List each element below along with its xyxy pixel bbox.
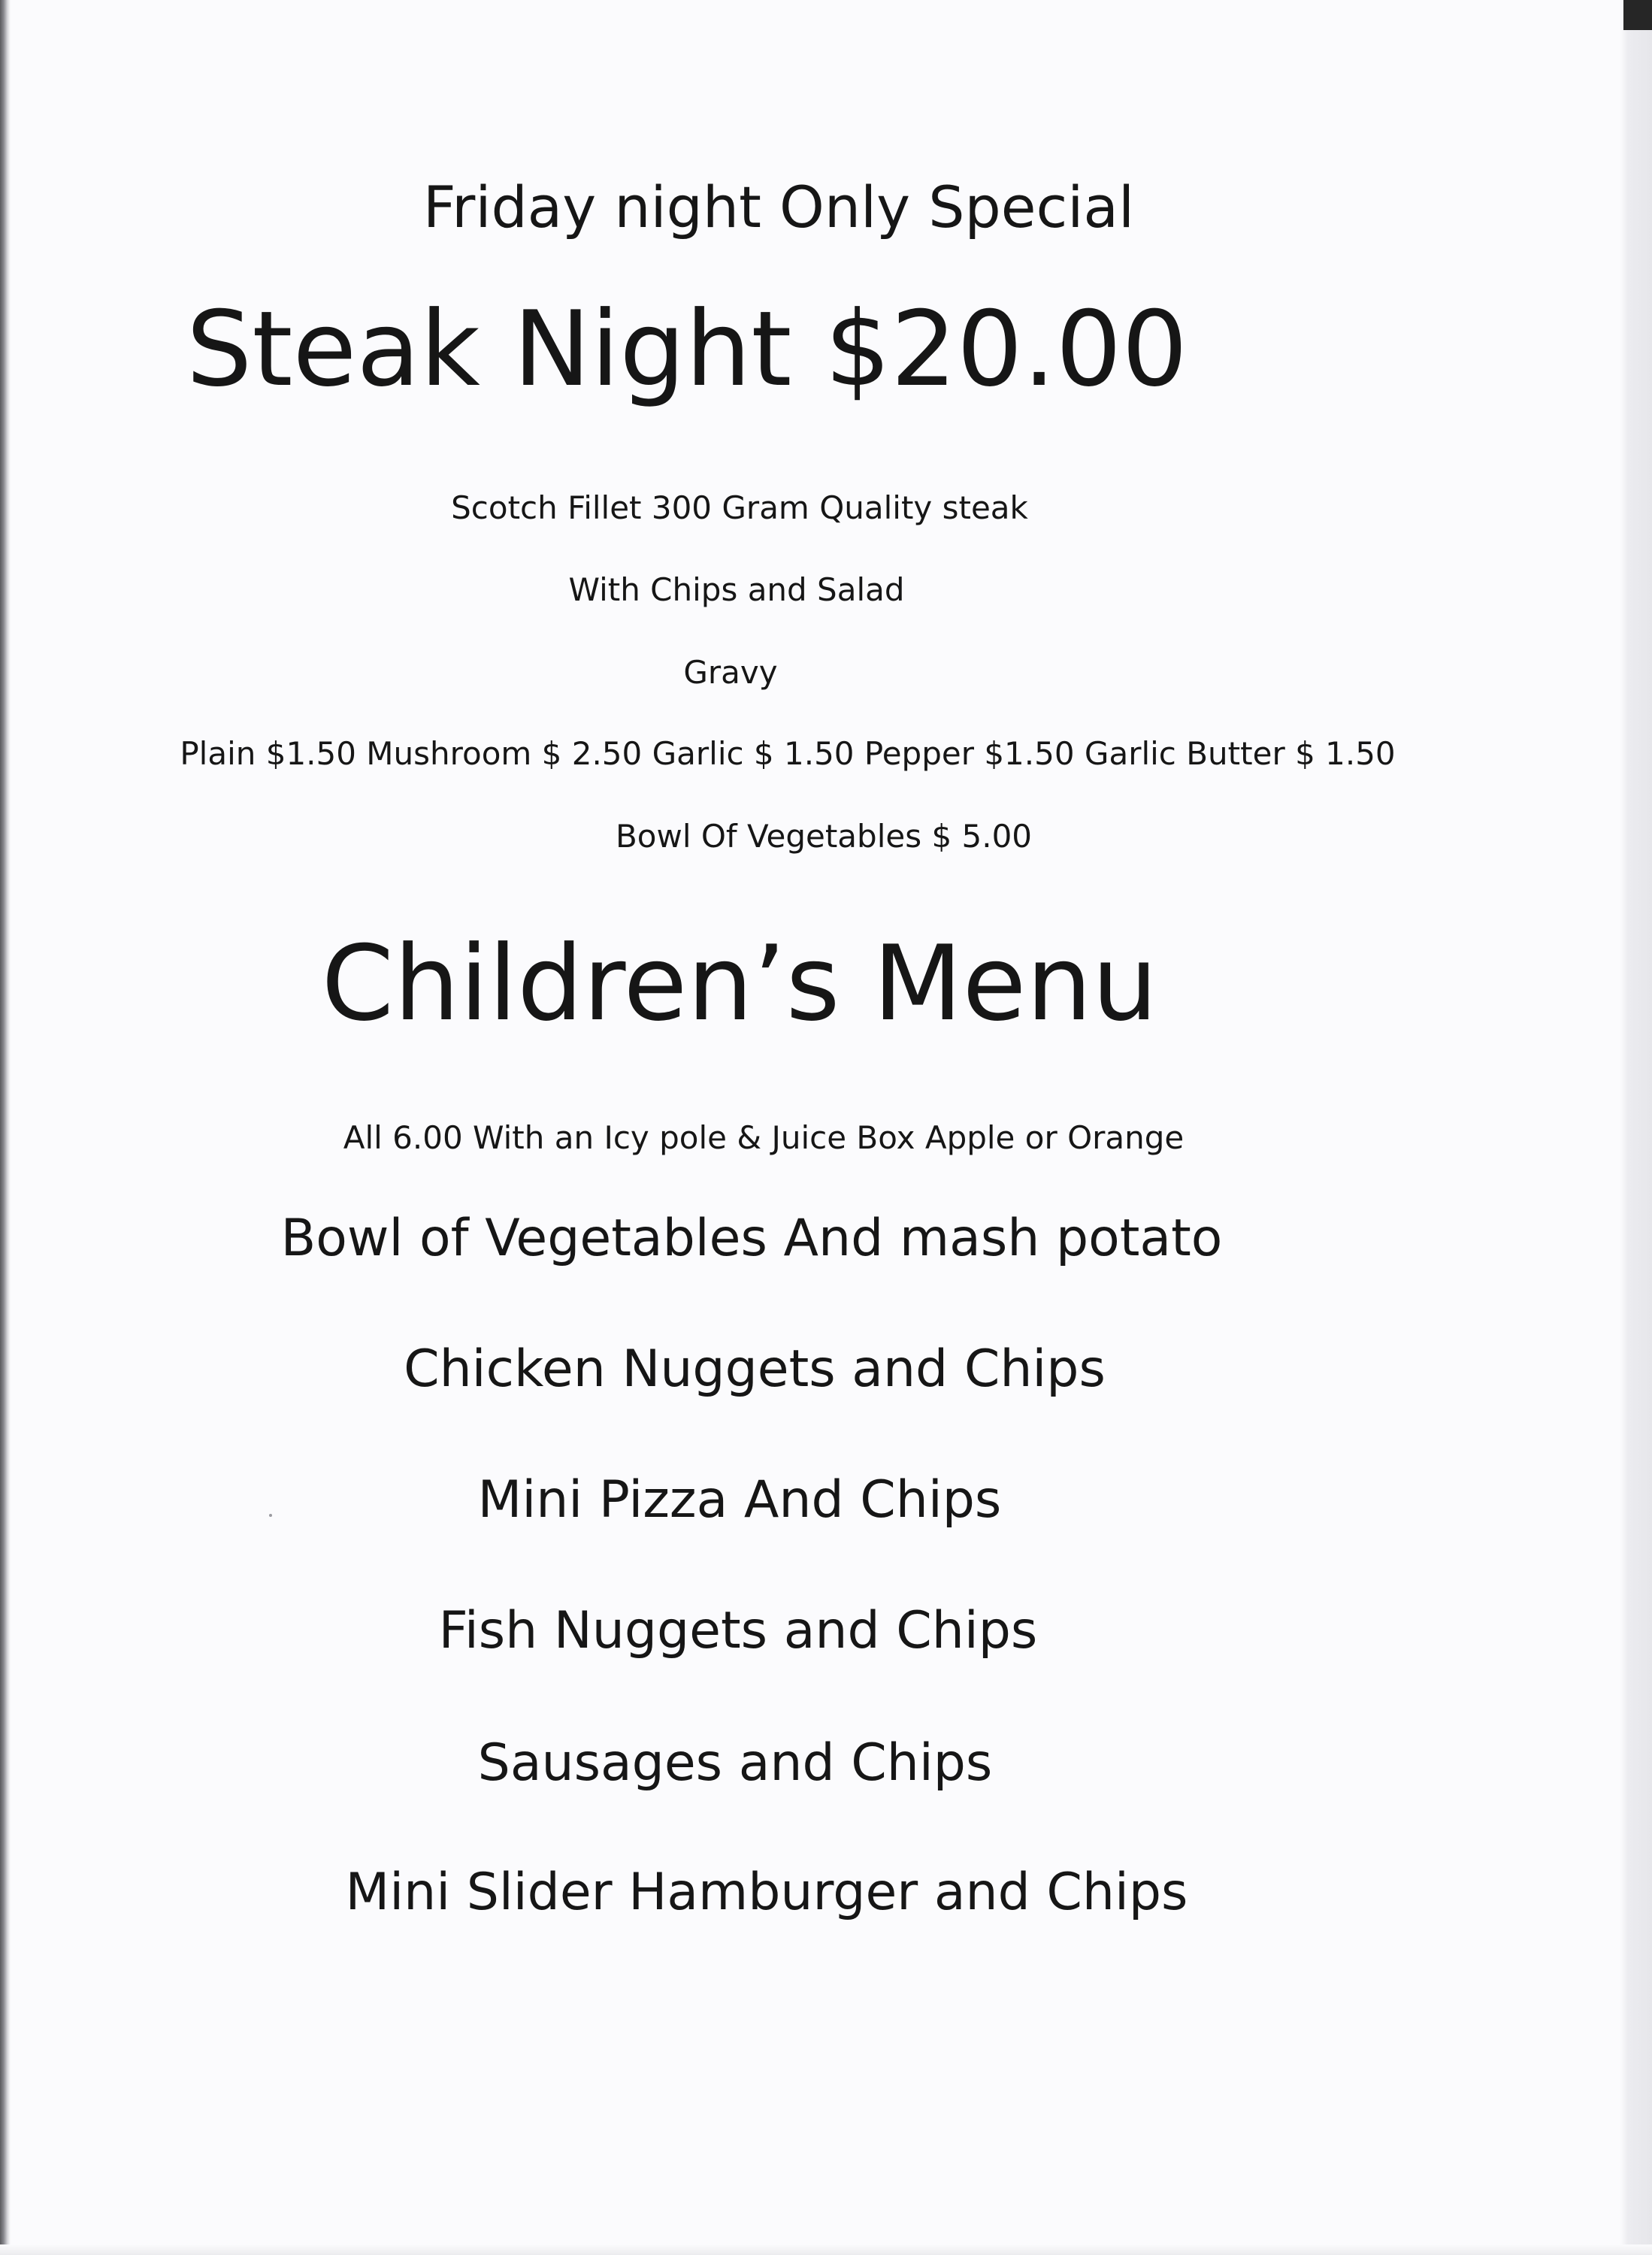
childrens-menu-item: Chicken Nuggets and Chips [404,1339,1106,1399]
childrens-menu-item: Bowl of Vegetables And mash potato [280,1209,1223,1268]
childrens-menu-title: Children’s Menu [321,923,1158,1044]
scan-right-edge [1620,0,1652,2255]
childrens-menu-item: Sausages and Chips [477,1733,993,1793]
scan-corner-shadow [1623,0,1652,30]
childrens-menu-item: Mini Slider Hamburger and Chips [345,1863,1188,1922]
friday-special-heading: Friday night Only Special [422,174,1135,241]
scan-left-edge [0,0,11,2255]
vegetables-side: Bowl Of Vegetables $ 5.00 [615,818,1033,855]
steak-description-line-1: Scotch Fillet 300 Gram Quality steak [451,489,1028,526]
scan-speck [269,1514,272,1517]
gravy-label: Gravy [683,654,778,691]
childrens-menu-item: Fish Nuggets and Chips [438,1601,1038,1660]
steak-night-title: Steak Night $20.00 [186,289,1188,410]
childrens-menu-item: Mini Pizza And Chips [477,1470,1002,1530]
gravy-options: Plain $1.50 Mushroom $ 2.50 Garlic $ 1.50 Pepper $1.50 Garlic Butter $ 1.50 [180,735,1396,772]
steak-description-line-2: With Chips and Salad [568,571,905,608]
scan-bottom-edge [0,2244,1652,2255]
childrens-menu-note: All 6.00 With an Icy pole & Juice Box Apple or Orange [343,1119,1185,1156]
